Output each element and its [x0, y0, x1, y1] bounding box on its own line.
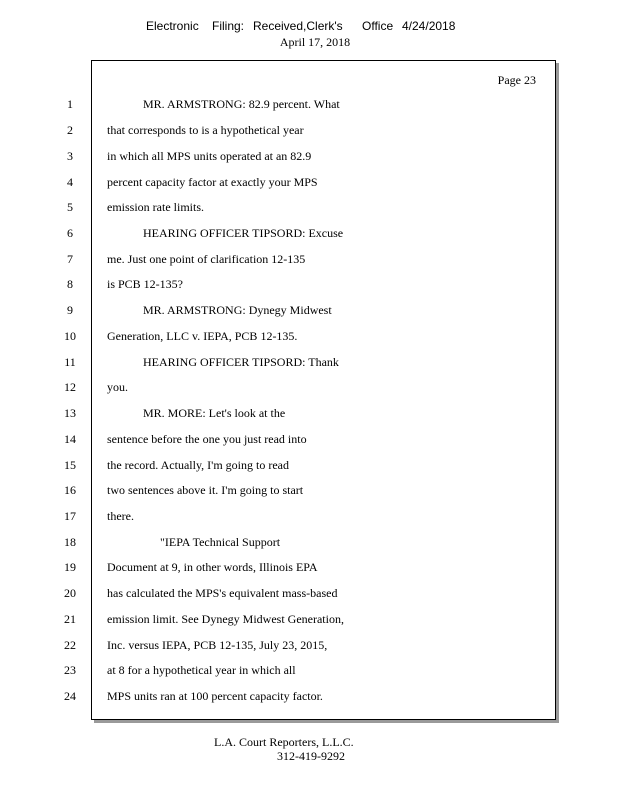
- line-number: 6: [67, 226, 73, 240]
- page-number: Page 23: [497, 73, 536, 87]
- line-number: 15: [64, 458, 76, 472]
- line-number: 18: [64, 535, 76, 549]
- line-number: 7: [67, 252, 73, 266]
- line-number: 16: [64, 483, 76, 497]
- filing-stamp-word-4: Office: [362, 19, 394, 33]
- line-text: in which all MPS units operated at an 82.9: [107, 149, 312, 163]
- transcript-line: [0, 585, 618, 605]
- line-text: emission rate limits.: [107, 200, 204, 214]
- transcript-line: [0, 482, 618, 502]
- line-text: HEARING OFFICER TIPSORD: Excuse: [143, 226, 344, 240]
- line-number: 4: [67, 175, 73, 189]
- filing-stamp-word-3: Received,Clerk's: [253, 19, 343, 33]
- line-number: 9: [67, 303, 73, 317]
- line-text: has calculated the MPS's equivalent mass-based: [107, 586, 338, 600]
- line-number: 8: [67, 277, 73, 291]
- line-text: is PCB 12-135?: [107, 277, 184, 291]
- line-text: the record. Actually, I'm going to read: [107, 458, 289, 472]
- transcript-line: [0, 354, 618, 374]
- transcript-line: [0, 276, 618, 296]
- transcript-line: [0, 611, 618, 631]
- transcript-line: [0, 688, 618, 708]
- line-number: 3: [67, 149, 73, 163]
- transcript-line: [0, 225, 618, 245]
- transcript-line: [0, 637, 618, 657]
- line-text: Generation, LLC v. IEPA, PCB 12-135.: [107, 329, 298, 343]
- filing-stamp: [0, 19, 618, 35]
- transcript-line: [0, 122, 618, 142]
- line-number: 20: [64, 586, 76, 600]
- line-number: 22: [64, 638, 76, 652]
- line-text: MR. ARMSTRONG: 82.9 percent. What: [143, 97, 340, 111]
- line-text: MR. MORE: Let's look at the: [143, 406, 286, 420]
- line-number: 10: [64, 329, 76, 343]
- line-number: 21: [64, 612, 76, 626]
- line-text: "IEPA Technical Support: [160, 535, 281, 549]
- line-text: sentence before the one you just read into: [107, 432, 307, 446]
- line-number: 5: [67, 200, 73, 214]
- filing-stamp-word-2: Filing:: [212, 19, 245, 33]
- line-number: 2: [67, 123, 73, 137]
- transcript-line: [0, 302, 618, 322]
- transcript-line: [0, 534, 618, 554]
- transcript-line: [0, 148, 618, 168]
- line-text: HEARING OFFICER TIPSORD: Thank: [143, 355, 339, 369]
- transcript-line: [0, 405, 618, 425]
- line-text: you.: [107, 380, 128, 394]
- line-number: 1: [67, 97, 73, 111]
- line-text: me. Just one point of clarification 12-135: [107, 252, 306, 266]
- transcript-line: [0, 559, 618, 579]
- transcript-line: [0, 199, 618, 219]
- footer-phone-number: 312-419-9292: [277, 749, 345, 763]
- line-number: 24: [64, 689, 76, 703]
- transcript-line: [0, 96, 618, 116]
- filing-stamp-date: 4/24/2018: [402, 19, 456, 33]
- line-number: 13: [64, 406, 76, 420]
- footer-company-name: L.A. Court Reporters, L.L.C.: [214, 735, 354, 749]
- transcript-line: [0, 251, 618, 271]
- line-number: 11: [64, 355, 76, 369]
- transcript-line: [0, 431, 618, 451]
- line-number: 17: [64, 509, 76, 523]
- hearing-date: April 17, 2018: [279, 35, 351, 49]
- line-number: 23: [64, 663, 76, 677]
- transcript-line: [0, 457, 618, 477]
- transcript-line: [0, 174, 618, 194]
- line-text: two sentences above it. I'm going to start: [107, 483, 304, 497]
- line-text: Inc. versus IEPA, PCB 12-135, July 23, 2015,: [107, 638, 328, 652]
- line-text: percent capacity factor at exactly your MPS: [107, 175, 318, 189]
- line-text: that corresponds to is a hypothetical year: [107, 123, 304, 137]
- line-text: at 8 for a hypothetical year in which all: [107, 663, 296, 677]
- line-number: 12: [64, 380, 76, 394]
- line-text: MPS units ran at 100 percent capacity factor.: [107, 689, 323, 703]
- line-text: MR. ARMSTRONG: Dynegy Midwest: [143, 303, 332, 317]
- line-text: there.: [107, 509, 134, 523]
- transcript-line: [0, 662, 618, 682]
- filing-stamp-word-1: Electronic: [146, 19, 199, 33]
- transcript-line: [0, 508, 618, 528]
- line-text: Document at 9, in other words, Illinois EPA: [107, 560, 318, 574]
- line-number: 19: [64, 560, 76, 574]
- line-text: emission limit. See Dynegy Midwest Generation,: [107, 612, 344, 626]
- transcript-line: [0, 328, 618, 348]
- transcript-line: [0, 379, 618, 399]
- line-number: 14: [64, 432, 76, 446]
